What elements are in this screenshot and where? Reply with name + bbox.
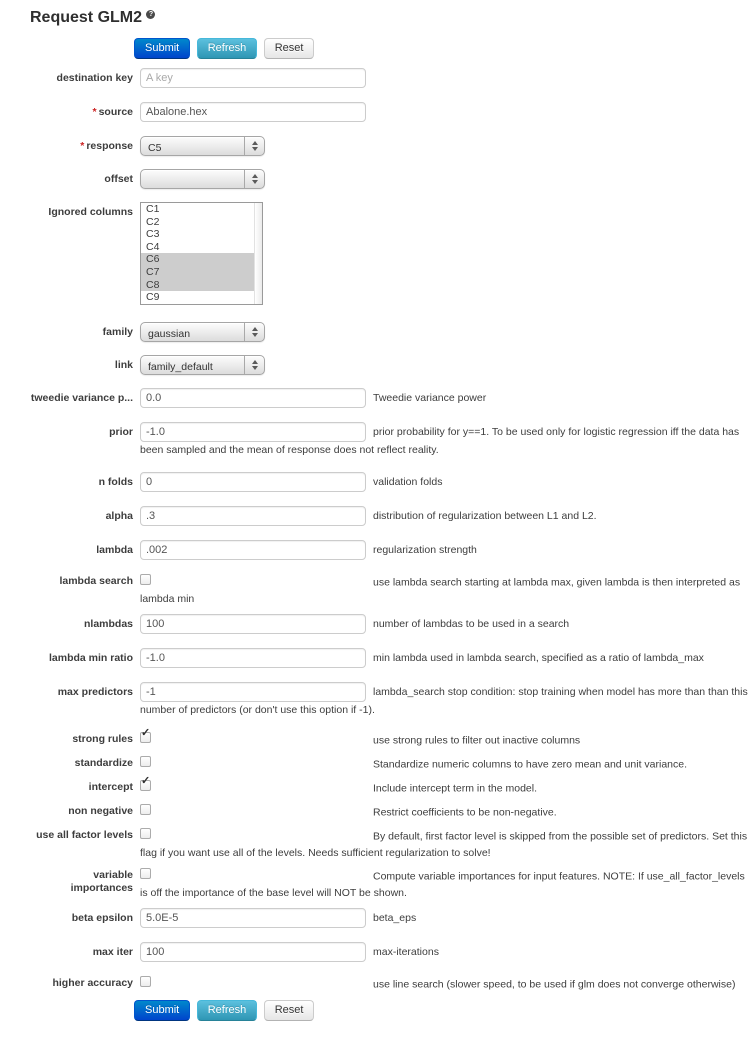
form-row-use-all-factor-levels [30,828,753,861]
help-icon[interactable]: ? [146,10,155,19]
list-option[interactable]: C1 [146,203,160,215]
field-comment-lambda-search: use lambda search starting at lambda max, given lambda is then interpreted as lambda min [140,576,741,605]
field-comment-variable-importances: Compute variable importances for input features. NOTE: If use_all_factor_levels is off the importance of the base level will NOT be shown. [140,870,745,899]
field-label-non-negative [30,804,140,818]
field-comment-higher-accuracy: use line search (slower speed, to be used if glm does not converge otherwise) [373,978,736,991]
field-content-lambda-search [140,574,752,607]
form-row-response [30,136,753,156]
field-comment-max-predictors: lambda_search stop condition: stop training when model has more than than this number of predictors (or don't use this option if -1). [140,685,748,716]
beta-epsilon-input[interactable] [140,908,366,928]
form-row-nlambdas [30,614,753,634]
field-comment-nlambdas: number of lambdas to be used in a search [373,617,570,630]
reset-button-bottom[interactable]: Reset [264,1000,315,1021]
ignored-columns-listbox[interactable] [140,202,263,305]
field-label-intercept [30,780,140,794]
field-comment-lambda: regularization strength [373,543,477,556]
field-content-source [140,102,752,122]
field-content-destination-key [140,68,752,88]
checkmark-icon: ✓ [141,775,151,787]
form-row-max-predictors [30,682,753,718]
checkmark-icon: ✓ [141,727,151,739]
form-row-variable-importances [30,868,753,901]
listbox-scrollbar[interactable] [254,203,262,304]
field-label-text: n folds [98,476,133,488]
form-row-lambda [30,540,753,560]
field-label-text: prior [109,426,133,438]
field-content-non-negative [140,804,752,821]
form-row-non-negative [30,804,753,821]
field-label-variable-importances [30,868,140,895]
field-comment-use-all-factor-levels: By default, first factor level is skipped from the possible set of predictors. Set this flag if you want use all of the levels. Needs sufficient regularization to solve! [140,830,748,859]
field-control-intercept [140,775,366,797]
field-content-beta-epsilon [140,908,752,928]
lambda-input[interactable] [140,540,366,560]
field-label-text: strong rules [72,733,133,745]
field-control-variable-importances [140,868,366,885]
field-label-text: source [98,106,133,118]
submit-button-bottom[interactable]: Submit [134,1000,190,1021]
field-content-n-folds [140,472,752,492]
field-content-higher-accuracy [140,976,752,993]
form-row-lambda-search [30,574,753,607]
field-content-standardize [140,756,752,773]
field-control-max-iter [140,942,366,962]
field-label-destination-key [30,68,140,85]
field-label-text: destination key [56,72,133,84]
refresh-button-bottom[interactable]: Refresh [197,1000,258,1021]
field-comment-alpha: distribution of regularization between L1 and L2. [373,509,597,522]
field-content-variable-importances [140,868,752,901]
field-label-nlambdas [30,614,140,631]
form-row-prior [30,422,753,458]
form-row-destination-key [30,68,753,88]
field-content-offset [140,169,752,189]
field-label-text: response [86,140,133,152]
field-content-lambda-min-ratio [140,648,752,668]
form-row-strong-rules [30,727,753,749]
page-title [30,9,753,27]
field-label-lambda-search [30,574,140,588]
form-row-link [30,355,753,375]
field-control-max-predictors [140,682,366,702]
list-option[interactable]: C2 [146,215,160,228]
stepper-up-icon [252,360,258,364]
offset-select[interactable] [140,169,265,189]
page-title-text: Request GLM2 [30,9,143,26]
form-row-max-iter [30,942,753,962]
stepper-down-icon [252,147,258,151]
max-iter-input[interactable] [140,942,366,962]
field-content-alpha [140,506,752,526]
reset-button-top[interactable]: Reset [264,38,315,59]
field-label-higher-accuracy [30,976,140,990]
field-control-family [140,322,366,342]
intercept-checkbox[interactable] [140,775,151,791]
field-label-text: lambda search [59,575,133,587]
response-select[interactable] [140,136,265,156]
field-label-text: max predictors [57,686,133,698]
field-label-standardize [30,756,140,770]
field-comment-standardize: Standardize numeric columns to have zero mean and unit variance. [373,758,688,771]
bottom-toolbar [134,1000,753,1021]
form-row-source [30,102,753,122]
field-comment-prior: prior probability for y==1. To be used only for logistic regression iff the data has been sampled and the mean of response does not reflect reality. [140,425,740,456]
field-label-n-folds [30,472,140,489]
field-comment-n-folds: validation folds [373,475,443,488]
form-row-ignored-columns [30,202,753,305]
field-label-strong-rules [30,732,140,746]
form-row-intercept [30,775,753,797]
stepper-down-icon [252,366,258,370]
field-control-beta-epsilon [140,908,366,928]
field-label-text: alpha [105,510,133,522]
form-row-offset [30,169,753,189]
field-content-nlambdas [140,614,752,634]
field-label-lambda [30,540,140,557]
field-control-nlambdas [140,614,366,634]
field-content-use-all-factor-levels [140,828,752,861]
field-label-text: intercept [88,781,133,793]
stepper-down-icon [252,333,258,337]
field-label-family [30,322,140,339]
stepper-up-icon [252,327,258,331]
standardize-checkbox[interactable] [140,756,151,767]
top-toolbar [134,38,753,59]
field-label-source [30,102,140,119]
stepper-down-icon [252,180,258,184]
field-label-text: offset [104,173,133,185]
field-control-use-all-factor-levels [140,828,366,845]
select-stepper-icon [244,137,264,155]
field-control-prior [140,422,366,442]
required-asterisk: * [92,106,97,118]
family-select[interactable] [140,322,265,342]
field-label-text: variable importances [70,869,133,894]
field-label-text: lambda [96,544,133,556]
n-folds-input[interactable] [140,472,366,492]
field-comment-strong-rules: use strong rules to filter out inactive columns [373,734,581,747]
non-negative-checkbox[interactable] [140,804,151,815]
field-content-intercept [140,775,752,797]
field-label-max-iter [30,942,140,959]
field-comment-tweedie-variance-power: Tweedie variance power [373,391,487,404]
field-control-lambda [140,540,366,560]
tweedie-variance-power-input[interactable] [140,388,366,408]
field-control-lambda-search [140,574,366,591]
field-content-link [140,355,752,375]
field-control-ignored-columns [140,202,366,305]
lambda-min-ratio-input[interactable] [140,648,366,668]
field-comment-lambda-min-ratio: min lambda used in lambda search, specified as a ratio of lambda_max [373,651,704,664]
destination-key-input[interactable] [140,68,366,88]
field-content-ignored-columns [140,202,752,305]
nlambdas-input[interactable] [140,614,366,634]
select-stepper-icon [244,170,264,188]
prior-input[interactable] [140,422,366,442]
list-option[interactable]: C4 [146,240,160,253]
max-predictors-input[interactable] [140,682,366,702]
form-row-higher-accuracy [30,976,753,993]
select-value: gaussian [148,328,191,340]
form-row-family [30,322,753,342]
field-label-text: max iter [92,946,133,958]
select-value: C5 [148,142,162,154]
field-label-text: nlambdas [83,618,133,630]
field-label-text: lambda min ratio [48,652,133,664]
form-row-standardize [30,756,753,773]
variable-importances-checkbox[interactable] [140,868,151,879]
field-label-text: non negative [68,805,133,817]
form-row-tweedie-variance-power [30,388,753,408]
strong-rules-checkbox[interactable] [140,727,151,743]
submit-button-top[interactable]: Submit [134,38,190,59]
field-control-alpha [140,506,366,526]
field-label-text: tweedie variance p... [30,392,133,404]
source-input[interactable] [140,102,366,122]
field-label-text: standardize [74,757,133,769]
field-control-offset [140,169,366,189]
field-control-source [140,102,366,122]
stepper-up-icon [252,174,258,178]
field-comment-max-iter: max-iterations [373,945,439,958]
field-content-max-predictors [140,682,752,718]
field-control-standardize [140,756,366,773]
field-content-lambda [140,540,752,560]
field-label-tweedie-variance-power [30,388,140,405]
form-row-lambda-min-ratio [30,648,753,668]
lambda-search-checkbox[interactable] [140,574,151,585]
field-content-response [140,136,752,156]
field-control-link [140,355,366,375]
stepper-up-icon [252,141,258,145]
select-stepper-icon [244,356,264,374]
field-comment-beta-epsilon: beta_eps [373,911,417,924]
field-label-text: link [114,359,133,371]
field-label-use-all-factor-levels [30,828,140,842]
field-label-response [30,136,140,153]
list-option[interactable]: C9 [146,291,160,304]
field-control-strong-rules [140,727,366,749]
field-label-lambda-min-ratio [30,648,140,665]
field-label-text: higher accuracy [52,977,133,989]
field-content-max-iter [140,942,752,962]
field-label-ignored-columns [30,202,140,219]
list-option[interactable]: C6 [141,253,254,266]
field-label-max-predictors [30,682,140,699]
refresh-button-top[interactable]: Refresh [197,38,258,59]
list-option[interactable]: C7 [141,266,254,279]
required-asterisk: * [80,140,85,152]
field-label-prior [30,422,140,439]
field-content-strong-rules [140,727,752,749]
field-control-non-negative [140,804,366,821]
higher-accuracy-checkbox[interactable] [140,976,151,987]
field-label-text: beta epsilon [71,912,133,924]
field-content-tweedie-variance-power [140,388,752,408]
list-option[interactable]: C3 [146,228,160,241]
link-select[interactable] [140,355,265,375]
field-label-text: Ignored columns [48,206,133,218]
form-row-beta-epsilon [30,908,753,928]
field-content-family [140,322,752,342]
list-option[interactable]: C8 [141,279,254,292]
field-label-offset [30,169,140,186]
field-control-lambda-min-ratio [140,648,366,668]
field-control-response [140,136,366,156]
field-control-destination-key [140,68,366,88]
select-stepper-icon [244,323,264,341]
form-row-n-folds [30,472,753,492]
select-value: family_default [148,361,213,373]
form-row-alpha [30,506,753,526]
field-label-link [30,355,140,372]
field-label-text: family [102,326,133,338]
glm2-form [30,68,753,993]
use-all-factor-levels-checkbox[interactable] [140,828,151,839]
field-control-n-folds [140,472,366,492]
field-control-higher-accuracy [140,976,366,993]
field-comment-non-negative: Restrict coefficients to be non-negative. [373,806,557,819]
alpha-input[interactable] [140,506,366,526]
field-label-text: use all factor levels [36,829,133,841]
field-label-beta-epsilon [30,908,140,925]
field-label-alpha [30,506,140,523]
field-control-tweedie-variance-power [140,388,366,408]
field-content-prior [140,422,752,458]
field-comment-intercept: Include intercept term in the model. [373,782,538,795]
